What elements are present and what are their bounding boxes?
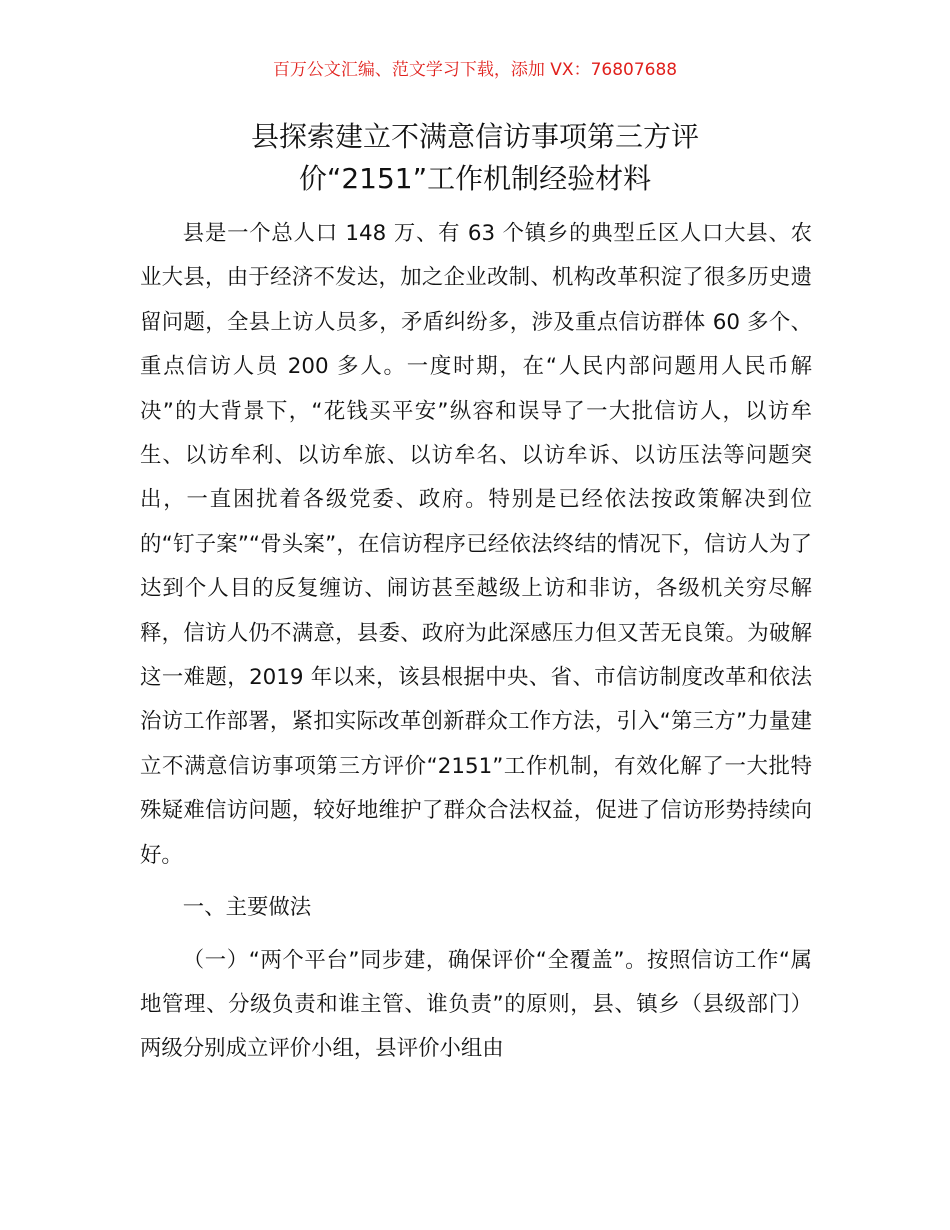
title-line-2: 价“2151”工作机制经验材料 (298, 162, 652, 195)
header-banner (0, 58, 950, 82)
subsection-paragraph: （一）“两个平台”同步建，确保评价“全覆盖”。按照信访工作“属地管理、分级负责和谁主管、谁负责”的原则，县、镇乡（县级部门）两级分别成立评价小组，县评价小组由 (140, 947, 812, 1062)
header-text: 百万公文汇编、范文学习下载，添加 VX：76807688 (272, 60, 678, 80)
section-heading: 一、主要做法 (182, 895, 312, 921)
document-title (140, 116, 810, 200)
title-line-1: 县探索建立不满意信访事项第三方评 (250, 120, 699, 153)
intro-paragraph: 县是一个总人口 148 万、有 63 个镇乡的典型丘区人口大县、农业大县，由于经济不发达，加之企业改制、机构改革积淀了很多历史遗留问题，全县上访人员多，矛盾纠纷多，涉及重点信访群体 60 多个、重点信访人员 200 多人。一度时期，在“人民内部问题用人民币解决”的大背景下，“花钱买平安”纵容和误导了一大批信访人，以访牟生、以访牟利、以访牟旅、以访牟名、以访牟诉、以访压法等问题突出，一直困扰着各级党委、政府。特别是已经依法按政策解决到位的“钉子案”“骨头案”，在信访程序已经依法终结的情况下，信访人为了达到个人目的反复缠访、闹访甚至越级上访和非访，各级机关穷尽解释，信访人仍不满意，县委、政府为此深感压力但又苦无良策。为破解这一难题，2019 年以来，该县根据中央、省、市信访制度改革和依法治访工作部署，紧扣实际改革创新群众工作方法，引入“第三方”力量建立不满意信访事项第三方评价“2151”工作机制，有效化解了一大批特殊疑难信访问题，较好地维护了群众合法权益，促进了信访形势持续向好。 (140, 221, 812, 868)
document-body (140, 212, 812, 1072)
